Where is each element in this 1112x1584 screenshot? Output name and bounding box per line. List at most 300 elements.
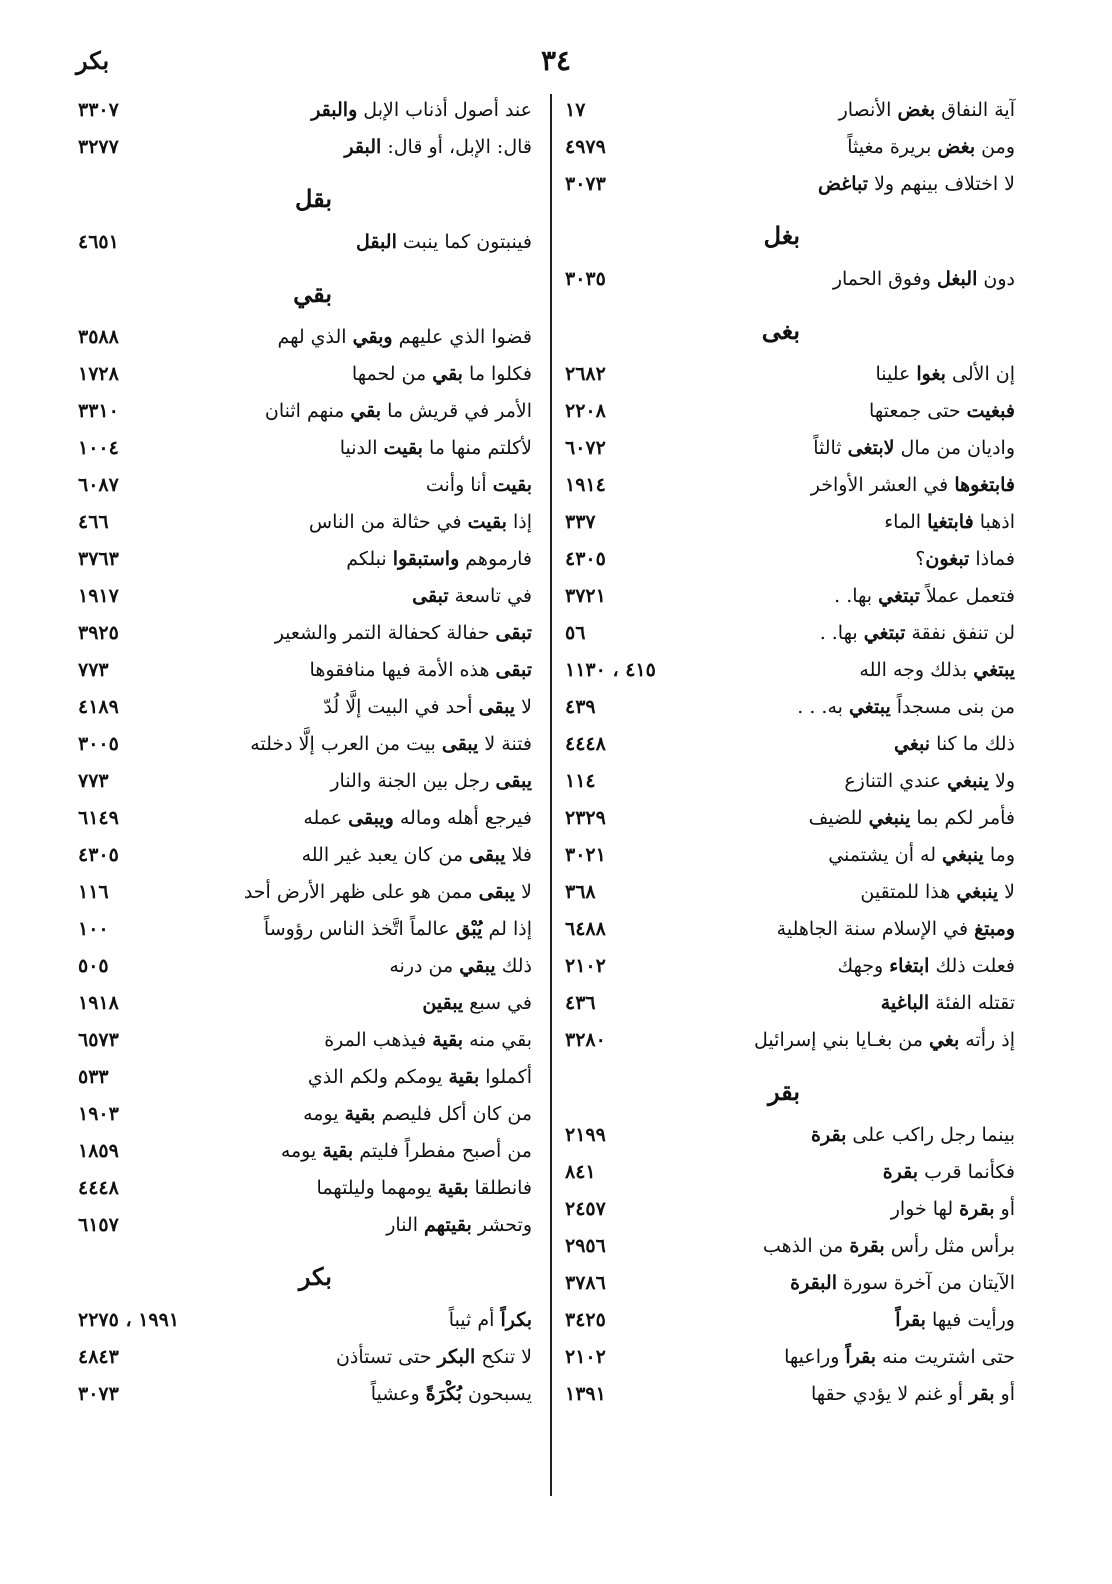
column-divider: [550, 94, 552, 1496]
entry-phrase: [754, 1029, 1015, 1051]
hadith-number: ١٠٠: [78, 918, 109, 940]
hadith-number: ٣٧٢١: [565, 585, 606, 607]
entry-phrase: [797, 696, 1015, 718]
keyword: ينبغي: [942, 844, 984, 866]
entry-phrase: [311, 99, 532, 121]
entry-phrase: [352, 363, 532, 385]
phrase-text: لن تنفق نفقة: [905, 622, 1015, 644]
phrase-text: لا: [515, 696, 532, 718]
hadith-number: ٣٣٠٧: [78, 99, 119, 121]
keyword: يبقى: [495, 770, 532, 792]
phrase-text: دون: [977, 268, 1015, 290]
phrase-text: فكلوا ما: [462, 363, 532, 385]
phrase-text: ورأيت فيها: [925, 1309, 1015, 1331]
phrase-text: أو: [994, 1383, 1015, 1405]
phrase-text: وما: [983, 844, 1015, 866]
entry-phrase: [790, 1272, 1015, 1294]
keyword: ويبقى: [348, 807, 394, 829]
keyword: ينبغي: [947, 770, 989, 792]
entry-phrase: [340, 437, 532, 459]
index-entry: [565, 434, 1015, 471]
phrase-text: فكأنما قرب: [918, 1161, 1015, 1183]
entry-phrase: [828, 844, 1015, 866]
phrase-text: وتحشر: [471, 1214, 532, 1236]
hadith-number: ٢٣٢٩: [565, 807, 606, 829]
phrase-text: عند أصول أذناب الإبل: [357, 99, 532, 121]
hadith-number: ٢٦٨٢: [565, 363, 606, 385]
hadith-number: ٣٠٧٣: [565, 173, 606, 195]
keyword: بقر: [969, 1383, 995, 1405]
phrase-text: فيذهب المرة: [324, 1029, 433, 1051]
phrase-text: له أن يشتمني: [828, 844, 943, 866]
index-entry: [78, 434, 532, 471]
keyword: يبتغي: [973, 659, 1015, 681]
page-number: ٣٤: [540, 44, 572, 77]
phrase-text: واديان من مال: [894, 437, 1015, 459]
index-entry: [565, 360, 1015, 397]
entry-phrase: [412, 585, 532, 607]
keyword: بقية: [432, 1029, 464, 1051]
entry-phrase: [250, 733, 532, 755]
keyword: فابتغيا: [927, 511, 974, 533]
entry-phrase: [330, 770, 532, 792]
keyword: تبغون: [925, 548, 970, 570]
entry-phrase: [820, 622, 1015, 644]
phrase-text: ومن: [975, 136, 1015, 158]
keyword: تبقى: [412, 585, 449, 607]
hadith-number: ٢٤٥٧: [565, 1198, 606, 1220]
keyword: بقرة: [959, 1198, 995, 1220]
keyword: بغي: [928, 1029, 960, 1051]
hadith-number: ٤٣٦: [565, 992, 596, 1014]
section-heading: [565, 1063, 1015, 1121]
entry-phrase: [895, 1309, 1015, 1331]
phrase-text: بينما رجل راكب على: [846, 1124, 1015, 1146]
section-heading: [565, 207, 1015, 265]
index-entry: [78, 915, 532, 952]
keyword: بكراً: [500, 1309, 532, 1331]
phrase-text: الماء: [884, 511, 928, 533]
hadith-number: ٢١٠٢: [565, 1346, 606, 1368]
entry-phrase: [356, 231, 532, 253]
keyword: بقرة: [811, 1124, 847, 1146]
phrase-text: الأنصار: [838, 99, 898, 121]
hadith-number: ١١٦: [78, 881, 109, 903]
index-entry: [565, 1158, 1015, 1195]
phrase-text: الدنيا: [339, 437, 384, 459]
hadith-number: ٤١٨٩: [78, 696, 119, 718]
entry-phrase: [891, 1198, 1015, 1220]
entry-phrase: [386, 1214, 532, 1236]
index-entry: [78, 96, 532, 133]
entry-phrase: [847, 136, 1015, 158]
phrase-text: لا: [998, 881, 1015, 903]
entry-phrase: [881, 992, 1015, 1014]
index-entry: [565, 915, 1015, 952]
phrase-text: هذه الأمة فيها منافقوها: [309, 659, 496, 681]
index-entry: [565, 265, 1015, 302]
index-entry: [565, 767, 1015, 804]
entry-phrase: [883, 1161, 1015, 1183]
entry-phrase: [308, 1066, 532, 1088]
hadith-number: ٢٢٠٨: [565, 400, 606, 422]
hadith-number: ١١٤: [565, 770, 596, 792]
phrase-text: من الذهب: [762, 1235, 850, 1257]
keyword: بقية: [322, 1140, 354, 1162]
index-entry: [78, 471, 532, 508]
hadith-number: ٣٧٦٣: [78, 548, 119, 570]
phrase-text: وعشياً: [370, 1383, 426, 1405]
phrase-text: ؟: [915, 548, 926, 570]
hadith-number: ١٠٠٤: [78, 437, 119, 459]
index-entry: [78, 952, 532, 989]
index-entry: [78, 841, 532, 878]
phrase-text: فأمر لكم بما: [910, 807, 1015, 829]
index-entry: [565, 1026, 1015, 1063]
phrase-text: برأس مثل رأس: [884, 1235, 1015, 1257]
hadith-number: ٣٩٢٥: [78, 622, 119, 644]
running-head: بكر: [76, 46, 110, 75]
index-entry: [565, 1195, 1015, 1232]
phrase-text: فعلت ذلك: [929, 955, 1015, 977]
entry-phrase: [813, 437, 1015, 459]
phrase-text: فانطلقا: [468, 1177, 532, 1199]
index-entry: [565, 1380, 1015, 1417]
keyword: يبقى: [478, 696, 516, 718]
index-entry: [565, 730, 1015, 767]
keyword: بقيت: [467, 511, 507, 533]
index-entry: [565, 397, 1015, 434]
keyword: بقيت: [492, 474, 532, 496]
index-entry: [565, 133, 1015, 170]
entry-phrase: [422, 992, 532, 1014]
hadith-number: ٧٧٣: [78, 770, 109, 792]
entry-phrase: [838, 955, 1015, 977]
hadith-number: ١٣٩١: [565, 1383, 606, 1405]
phrase-text: عمله: [303, 807, 349, 829]
index-entry: [565, 1306, 1015, 1343]
keyword: بقراً: [895, 1309, 926, 1331]
phrase-text: بها. .: [834, 585, 879, 607]
index-entry: [78, 508, 532, 545]
root-word: بكر: [298, 1262, 332, 1291]
phrase-text: ذلك: [495, 955, 532, 977]
hadith-number: ٥٦: [565, 622, 586, 644]
hadith-number: ٤٣٠٥: [565, 548, 606, 570]
index-entry: [565, 1269, 1015, 1306]
hadith-number: ٤٤٤٨: [565, 733, 606, 755]
index-entry: [78, 228, 532, 265]
phrase-text: ثالثاً: [813, 437, 848, 459]
section-heading: [78, 170, 532, 228]
index-entry: [565, 952, 1015, 989]
index-entry: [78, 1100, 532, 1137]
phrase-text: من درنه: [389, 955, 460, 977]
entry-phrase: [869, 400, 1015, 422]
hadith-number: ٣٦٨: [565, 881, 596, 903]
phrase-text: اذهبا: [973, 511, 1015, 533]
keyword: لابتغى: [847, 437, 895, 459]
entry-phrase: [834, 585, 1015, 607]
phrase-text: يسبحون: [461, 1383, 532, 1405]
phrase-text: قضوا الذي عليهم: [392, 326, 532, 348]
phrase-text: الآيتان من آخرة سورة: [836, 1272, 1015, 1294]
phrase-text: في تاسعة: [448, 585, 532, 607]
hadith-number: ٤٩٧٩: [565, 136, 606, 158]
hadith-number: ٣٢٨٠: [565, 1029, 606, 1051]
index-column-left: [78, 96, 532, 1417]
entry-phrase: [894, 733, 1015, 755]
entry-phrase: [303, 807, 532, 829]
phrase-text: أم ثيباً: [448, 1309, 501, 1331]
hadith-number: ٢١٩٩: [565, 1124, 606, 1146]
phrase-text: الذي لهم: [277, 326, 353, 348]
hadith-number: ١٩١٨: [78, 992, 119, 1014]
hadith-number: ٧٧٣: [78, 659, 109, 681]
hadith-number: ٢٩٥٦: [565, 1235, 606, 1257]
entry-phrase: [277, 326, 532, 348]
keyword: ومبتغ: [974, 918, 1015, 940]
phrase-text: رجل بين الجنة والنار: [330, 770, 496, 792]
index-entry: [565, 989, 1015, 1026]
phrase-text: من لحمها: [351, 363, 433, 385]
entry-phrase: [884, 511, 1015, 533]
hadith-number: ٦١٥٧: [78, 1214, 119, 1236]
keyword: البغل: [937, 268, 978, 290]
index-entry: [78, 1306, 532, 1343]
entry-phrase: [426, 474, 532, 496]
index-entry: [78, 323, 532, 360]
entry-phrase: [244, 881, 532, 903]
keyword: بقيت: [383, 437, 423, 459]
phrase-text: حتى اشتريت منه: [876, 1346, 1015, 1368]
root-word: بغل: [763, 221, 800, 250]
phrase-text: فتعمل عملاً: [919, 585, 1015, 607]
phrase-text: في العشر الأواخر: [810, 474, 955, 496]
phrase-text: حتى جمعتها: [869, 400, 967, 422]
phrase-text: في الإسلام سنة الجاهلية: [776, 918, 975, 940]
root-word: بقل: [295, 184, 332, 213]
hadith-number: ٤٦٥١: [78, 231, 119, 253]
hadith-number: ٥٣٣: [78, 1066, 109, 1088]
hadith-number: ٣٠٠٥: [78, 733, 119, 755]
keyword: يبقى: [478, 881, 516, 903]
keyword: تبقى: [495, 622, 532, 644]
hadith-number: ١٩١٧: [78, 585, 119, 607]
entry-phrase: [777, 918, 1015, 940]
phrase-text: به. . .: [797, 696, 849, 718]
keyword: بقراً: [845, 1346, 877, 1368]
phrase-text: بريرة مغيثاً: [847, 136, 938, 158]
hadith-number: ٣٢٧٧: [78, 136, 119, 158]
keyword: تبتغي: [863, 622, 906, 644]
keyword: بقية: [437, 1177, 469, 1199]
index-entry: [565, 619, 1015, 656]
phrase-text: منهم اثنان: [264, 400, 351, 422]
section-heading: [78, 265, 532, 323]
keyword: يبقى: [441, 733, 479, 755]
hadith-number: ٦١٤٩: [78, 807, 119, 829]
phrase-text: فتنة لا: [478, 733, 532, 755]
hadith-number: ٦٤٨٨: [565, 918, 606, 940]
index-entry: [78, 619, 532, 656]
phrase-text: من أصبح مفطراً فليتم: [353, 1140, 532, 1162]
entry-phrase: [303, 1103, 532, 1125]
phrase-text: أو غنم لا يؤدي حقها: [810, 1383, 970, 1405]
phrase-text: ممن هو على ظهر الأرض أحد: [243, 881, 479, 903]
phrase-text: وفوق الحمار: [832, 268, 937, 290]
section-heading: [78, 1248, 532, 1306]
phrase-text: إذ رأته: [959, 1029, 1015, 1051]
hadith-number: ٨٤١: [565, 1161, 596, 1183]
index-entry: [78, 133, 532, 170]
entry-phrase: [811, 1124, 1015, 1146]
keyword: واستبقوا: [392, 548, 460, 570]
keyword: البقرة: [790, 1272, 837, 1294]
phrase-text: بيت من العرب إلَّا دخلته: [250, 733, 442, 755]
phrase-text: إن الألى: [945, 363, 1015, 385]
keyword: بُكْرَةً: [425, 1383, 462, 1405]
phrase-text: أو: [994, 1198, 1015, 1220]
phrase-text: للضيف: [808, 807, 869, 829]
index-entry: [78, 989, 532, 1026]
phrase-text: إذا: [506, 511, 532, 533]
index-entry: [78, 545, 532, 582]
hadith-number: ٦٠٨٧: [78, 474, 119, 496]
index-entry: [78, 1063, 532, 1100]
keyword: البقل: [356, 231, 397, 253]
entry-phrase: [784, 1346, 1015, 1368]
keyword: بقي: [350, 400, 382, 422]
keyword: البقر: [344, 136, 382, 158]
keyword: يبتغي: [848, 696, 891, 718]
hadith-number: ٤٤٤٨: [78, 1177, 119, 1199]
hadith-number: ٦٥٧٣: [78, 1029, 119, 1051]
phrase-text: يومكم ولكم الذي: [307, 1066, 449, 1088]
entry-phrase: [346, 548, 532, 570]
index-entry: [78, 1343, 532, 1380]
hadith-number: ١٧: [565, 99, 586, 121]
index-entry: [565, 804, 1015, 841]
entry-phrase: [818, 173, 1015, 195]
phrase-text: هذا للمتقين: [860, 881, 957, 903]
entry-phrase: [309, 511, 532, 533]
keyword: تبقى: [495, 659, 532, 681]
index-entry: [78, 730, 532, 767]
index-entry: [78, 1026, 532, 1063]
phrase-text: أحد في البيت إلَّا لُدّ: [323, 696, 479, 718]
entry-phrase: [839, 99, 1015, 121]
entry-phrase: [763, 1235, 1015, 1257]
index-entry: [78, 878, 532, 915]
index-entry: [78, 767, 532, 804]
keyword: فابتغوها: [954, 474, 1015, 496]
root-word: بقي: [293, 279, 332, 308]
keyword: يبقين: [422, 992, 464, 1014]
index-entry: [78, 582, 532, 619]
hadith-number: ١٩١٤: [565, 474, 606, 496]
phrase-text: بقي منه: [463, 1029, 532, 1051]
keyword: يبقي: [459, 955, 496, 977]
hadith-number: ١٨٥٩: [78, 1140, 119, 1162]
entry-phrase: [310, 659, 532, 681]
hadith-number: ٤٨٤٣: [78, 1346, 119, 1368]
phrase-text: من كان أكل فليصم: [375, 1103, 532, 1125]
keyword: ينبغي: [956, 881, 999, 903]
index-entry: [565, 1343, 1015, 1380]
index-entry: [565, 841, 1015, 878]
entry-phrase: [371, 1383, 532, 1405]
hadith-number: ٣٤٢٥: [565, 1309, 606, 1331]
index-entry: [78, 656, 532, 693]
keyword: بقرة: [849, 1235, 885, 1257]
keyword: بغض: [897, 99, 936, 121]
keyword: بغوا: [916, 363, 946, 385]
index-entry: [565, 508, 1015, 545]
keyword: بقية: [344, 1103, 376, 1125]
phrase-text: حفالة كحفالة التمر والشعير: [274, 622, 496, 644]
index-entry: [565, 878, 1015, 915]
phrase-text: ذلك ما كنا: [930, 733, 1015, 755]
keyword: بقي: [432, 363, 463, 385]
phrase-text: عندي التنازع: [844, 770, 948, 792]
index-entry: [78, 360, 532, 397]
hadith-number: ٣٣١٠: [78, 400, 119, 422]
hadith-number: ٣٥٨٨: [78, 326, 119, 348]
entry-phrase: [323, 696, 532, 718]
phrase-text: في حثالة من الناس: [308, 511, 468, 533]
keyword: والبقر: [311, 99, 358, 121]
hadith-number: ١٩٠٣: [78, 1103, 119, 1125]
index-entry: [565, 1121, 1015, 1158]
entry-phrase: [336, 1346, 532, 1368]
keyword: الباغية: [880, 992, 930, 1014]
phrase-text: فماذا: [969, 548, 1015, 570]
entry-phrase: [915, 548, 1015, 570]
keyword: بقية: [448, 1066, 480, 1088]
index-entry: [78, 693, 532, 730]
index-entry: [78, 1137, 532, 1174]
hadith-number: ٤٣٩: [565, 696, 596, 718]
section-heading: [565, 302, 1015, 360]
phrase-text: من بغـايا بني إسرائيل: [754, 1029, 929, 1051]
phrase-text: يومهما وليلتهما: [316, 1177, 438, 1199]
phrase-text: بها. .: [819, 622, 864, 644]
index-entry: [565, 693, 1015, 730]
keyword: ابتغاء: [889, 955, 930, 977]
phrase-text: عالماً اتَّخذ الناس رؤوساً: [263, 918, 456, 940]
phrase-text: لا: [515, 881, 532, 903]
phrase-text: في سبع: [463, 992, 532, 1014]
index-entry: [565, 1232, 1015, 1269]
keyword: تبتغي: [878, 585, 920, 607]
keyword: البكر: [437, 1346, 476, 1368]
keyword: ينبغي: [868, 807, 911, 829]
phrase-text: فيرجع أهله وماله: [393, 807, 532, 829]
entry-phrase: [811, 474, 1015, 496]
phrase-text: نبلكم: [346, 548, 393, 570]
entry-phrase: [389, 955, 532, 977]
phrase-text: النار: [386, 1214, 425, 1236]
phrase-text: وجهك: [837, 955, 890, 977]
entry-phrase: [449, 1309, 532, 1331]
phrase-text: آية النفاق: [935, 99, 1015, 121]
entry-phrase: [281, 1140, 532, 1162]
phrase-text: من كان يعبد غير الله: [301, 844, 470, 866]
entry-phrase: [844, 770, 1015, 792]
entry-phrase: [809, 807, 1015, 829]
keyword: وبقي: [352, 326, 393, 348]
